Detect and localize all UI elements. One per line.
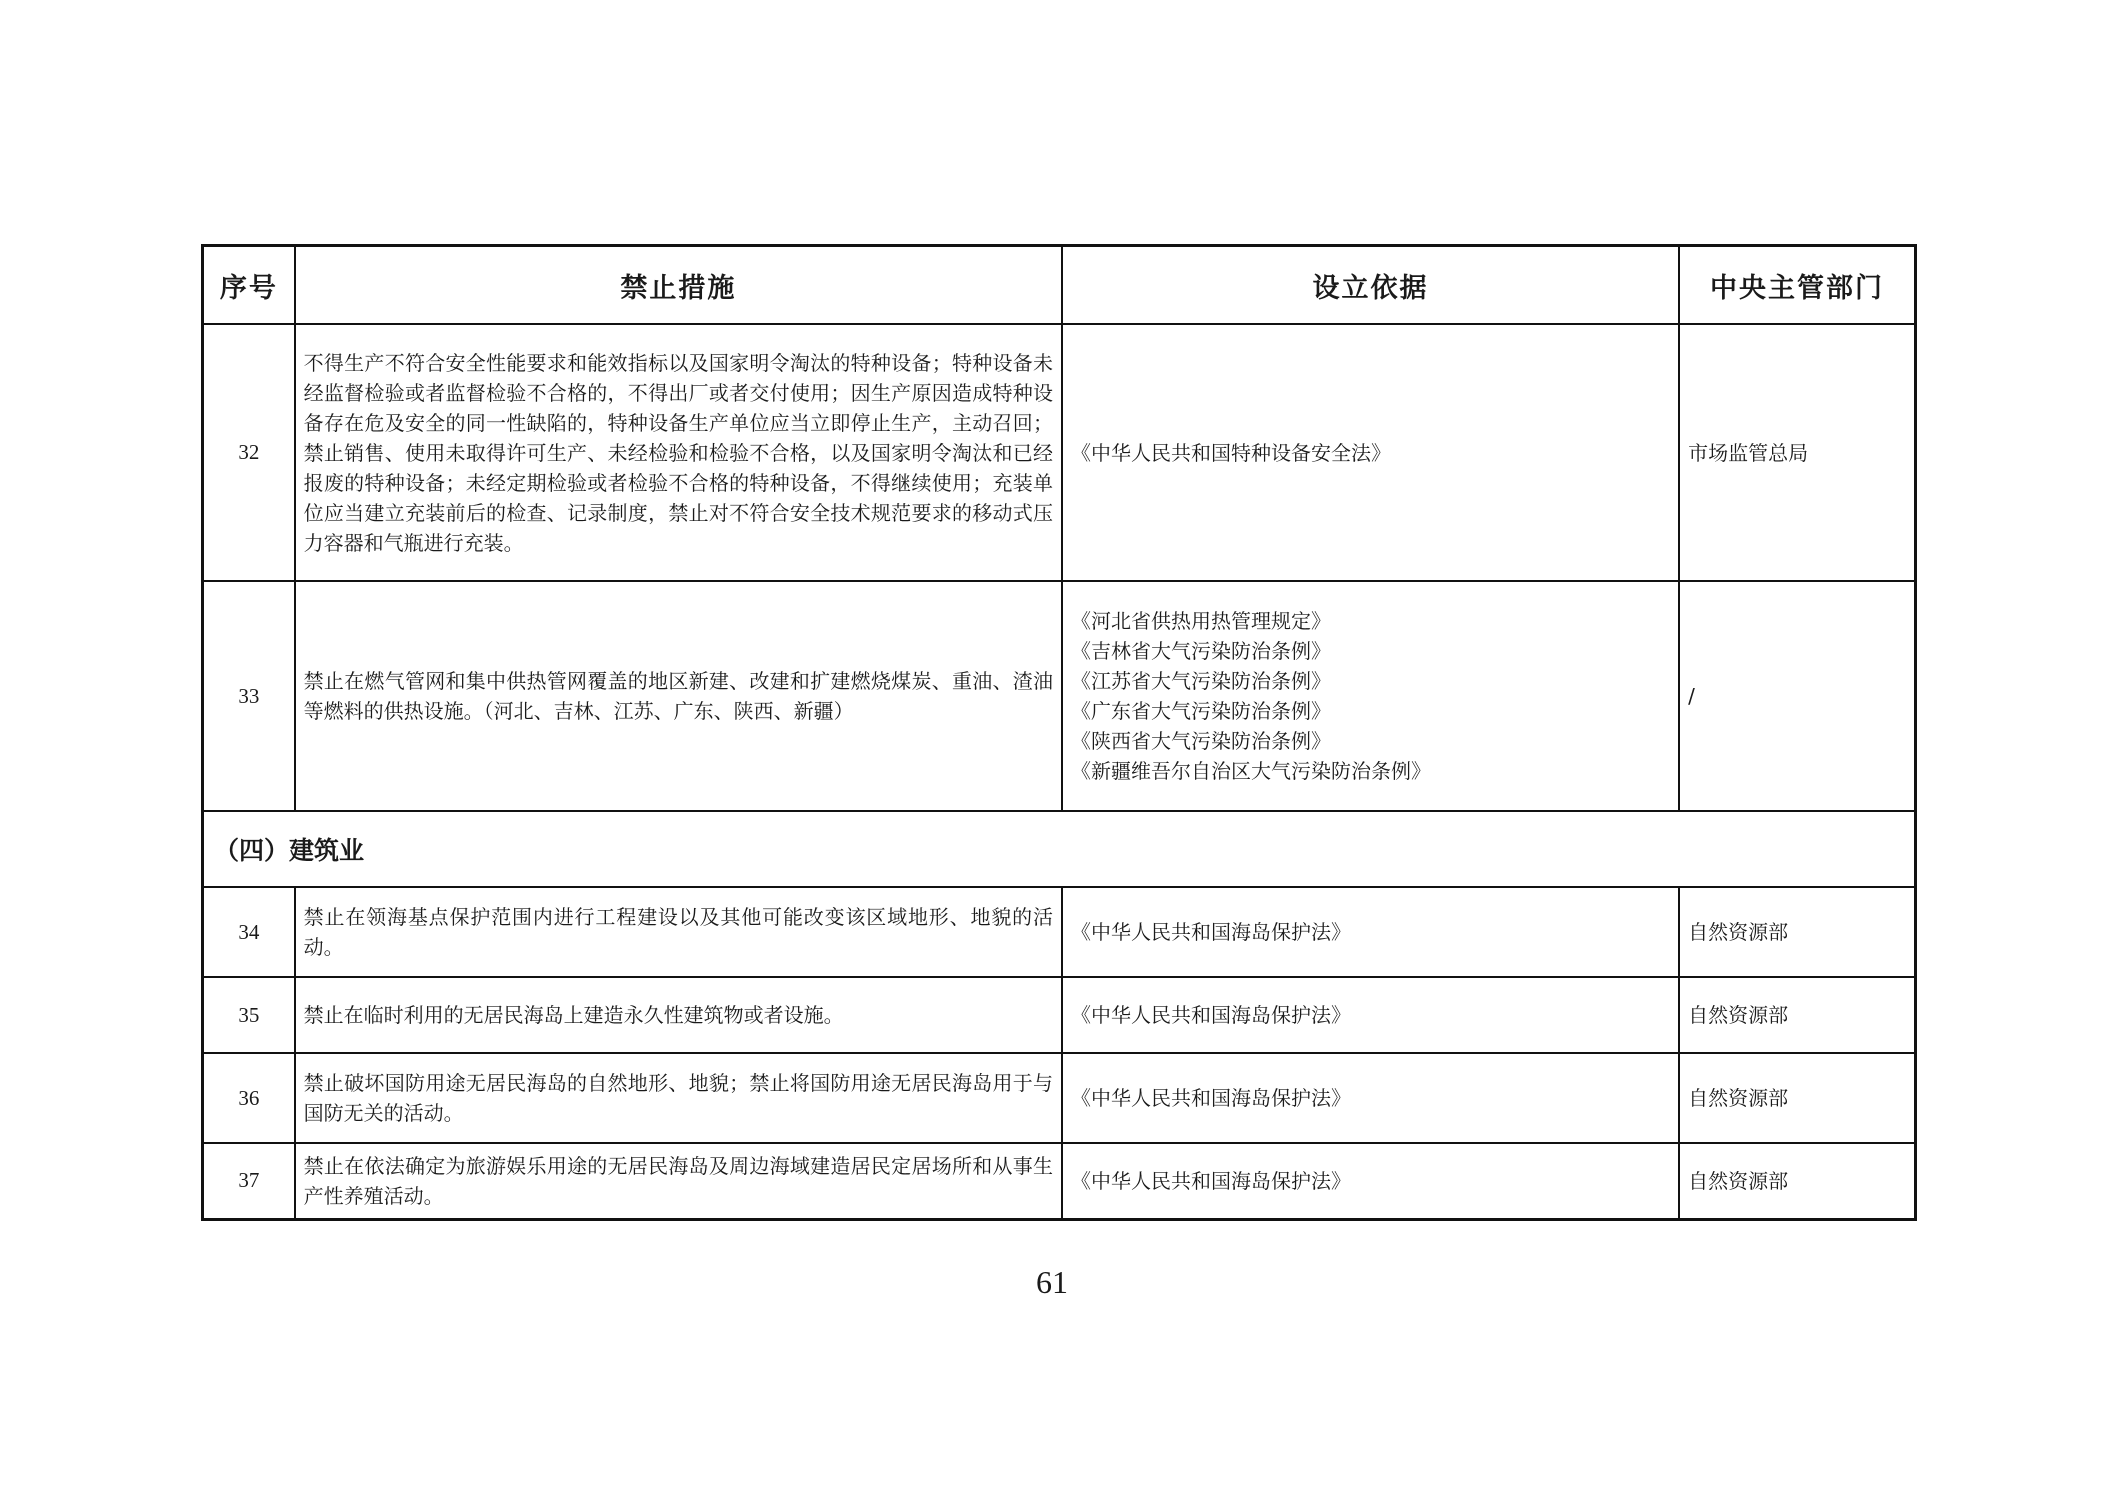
basis-item: 《陕西省大气污染防治条例》	[1071, 729, 1331, 753]
basis-item: 《中华人民共和国海岛保护法》	[1071, 920, 1351, 944]
basis-item: 《广东省大气污染防治条例》	[1071, 699, 1331, 723]
table-row	[203, 977, 1916, 1053]
row-number: 33	[203, 581, 295, 811]
basis-item: 《中华人民共和国海岛保护法》	[1071, 1168, 1351, 1193]
row-department: 市场监管总局	[1679, 324, 1915, 581]
row-basis	[1062, 887, 1679, 977]
basis-item: 《河北省供热用热管理规定》	[1071, 609, 1331, 633]
row-department: 自然资源部	[1679, 1143, 1915, 1219]
basis-item: 《中华人民共和国海岛保护法》	[1071, 1003, 1351, 1027]
row-department: /	[1679, 581, 1915, 811]
row-number: 34	[203, 887, 295, 977]
table-header-row	[203, 246, 1916, 325]
table-row	[203, 1053, 1916, 1143]
page-number: 61	[1036, 1264, 1068, 1300]
row-measure: 不得生产不符合安全性能要求和能效指标以及国家明令淘汰的特种设备；特种设备未经监督检验或者监督检验不合格的，不得出厂或者交付使用；因生产原因造成特种设备存在危及安全的同一性缺陷的，特种设备生产单位应当立即停止生产，主动召回；禁止销售、使用未取得许可生产、未经检验和检验不合格，以及国家明令淘汰和已经报废的特种设备；未经定期检验或者检验不合格的特种设备，不得继续使用；充装单位应当建立充装前后的检查、记录制度，禁止对不符合安全技术规范要求的移动式压力容器和气瓶进行充装。	[295, 324, 1062, 581]
row-measure: 禁止在依法确定为旅游娱乐用途的无居民海岛及周边海域建造居民定居场所和从事生产性养殖活动。	[295, 1143, 1062, 1219]
basis-item: 《中华人民共和国特种设备安全法》	[1071, 440, 1391, 465]
table-row	[203, 887, 1916, 977]
section-row	[203, 811, 1916, 887]
row-basis	[1062, 324, 1679, 581]
row-department: 自然资源部	[1679, 1053, 1915, 1143]
table-row	[203, 581, 1916, 811]
row-measure: 禁止在燃气管网和集中供热管网覆盖的地区新建、改建和扩建燃烧煤炭、重油、渣油等燃料的供热设施。（河北、吉林、江苏、广东、陕西、新疆）	[295, 581, 1062, 811]
row-measure: 禁止在领海基点保护范围内进行工程建设以及其他可能改变该区域地形、地貌的活动。	[295, 887, 1062, 977]
row-number: 36	[203, 1053, 295, 1143]
row-basis	[1062, 977, 1679, 1053]
table-row	[203, 1143, 1916, 1219]
header-central-department: 中央主管部门	[1679, 246, 1915, 325]
basis-item: 《吉林省大气污染防治条例》	[1071, 639, 1331, 663]
row-basis	[1062, 1143, 1679, 1219]
regulation-table	[201, 244, 1917, 1221]
row-measure: 禁止破坏国防用途无居民海岛的自然地形、地貌；禁止将国防用途无居民海岛用于与国防无关的活动。	[295, 1053, 1062, 1143]
row-department: 自然资源部	[1679, 887, 1915, 977]
basis-item: 《中华人民共和国海岛保护法》	[1071, 1086, 1351, 1110]
section-heading: （四）建筑业	[203, 811, 1916, 887]
header-legal-basis: 设立依据	[1062, 246, 1679, 325]
header-serial-no: 序号	[203, 246, 295, 325]
basis-item: 《新疆维吾尔自治区大气污染防治条例》	[1071, 759, 1431, 783]
header-prohibited-measures: 禁止措施	[295, 246, 1062, 325]
table-row	[203, 324, 1916, 581]
row-measure: 禁止在临时利用的无居民海岛上建造永久性建筑物或者设施。	[295, 977, 1062, 1053]
row-department: 自然资源部	[1679, 977, 1915, 1053]
basis-item: 《江苏省大气污染防治条例》	[1071, 669, 1331, 693]
row-number: 32	[203, 324, 295, 581]
row-basis	[1062, 1053, 1679, 1143]
row-number: 35	[203, 977, 295, 1053]
row-number: 37	[203, 1143, 295, 1219]
row-basis	[1062, 581, 1679, 811]
